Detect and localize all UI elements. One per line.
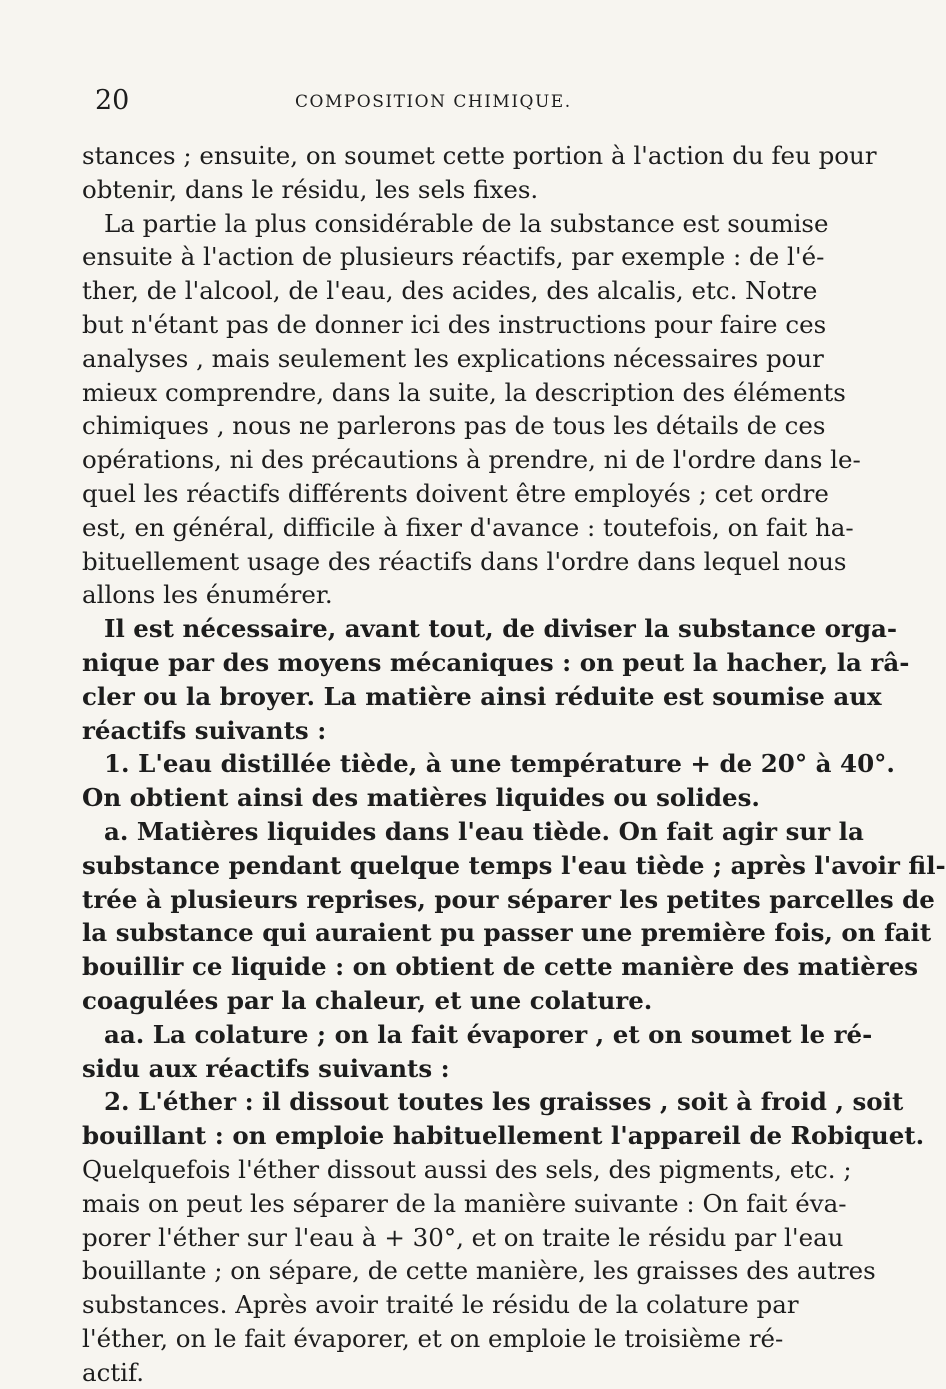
text-line: substance pendant quelque temps l'eau tiède ; après l'avoir fil- xyxy=(82,850,946,880)
body-text xyxy=(82,139,946,1389)
text-line: réactifs suivants : xyxy=(82,715,327,745)
text-line: bouillir ce liquide : on obtient de cette manière des matières xyxy=(82,952,919,982)
text-line: stances ; ensuite, on soumet cette portion à l'action du feu pour xyxy=(82,141,877,170)
text-line: est, en général, difficile à fixer d'avance : toutefois, on fait ha- xyxy=(82,512,854,542)
text-line: trée à plusieurs reprises, pour séparer les petites parcelles de xyxy=(82,884,935,914)
text-line: ensuite à l'action de plusieurs réactifs, par exemple : de l'é- xyxy=(82,242,825,272)
text-line: substances. Après avoir traité le résidu de la colature par xyxy=(82,1290,799,1320)
text-line: On obtient ainsi des matières liquides ou solides. xyxy=(82,783,760,813)
text-line: porer l'éther sur l'eau à + 30°, et on traite le résidu par l'eau xyxy=(82,1222,844,1252)
text-line: analyses , mais seulement les explications nécessaires pour xyxy=(82,343,824,373)
page-header xyxy=(95,86,730,116)
text-line: 2. L'éther : il dissout toutes les graisses , soit à froid , soit xyxy=(104,1087,904,1117)
text-line: cler ou la broyer. La matière ainsi réduite est soumise aux xyxy=(82,681,882,711)
text-line: allons les énumérer. xyxy=(82,580,333,610)
text-line: opérations, ni des précautions à prendre, ni de l'ordre dans le- xyxy=(82,445,861,475)
text-line: Il est nécessaire, avant tout, de diviser la substance orga- xyxy=(104,614,897,644)
text-line: bouillante ; on sépare, de cette manière, les graisses des autres xyxy=(82,1256,876,1286)
page-number: 20 xyxy=(95,85,130,116)
text-line: mieux comprendre, dans la suite, la description des éléments xyxy=(82,377,846,407)
text-line: 1. L'eau distillée tiède, à une température + de 20° à 40°. xyxy=(104,749,895,779)
text-line: actif. xyxy=(82,1357,144,1387)
text-line: a. Matières liquides dans l'eau tiède. On fait agir sur la xyxy=(104,816,864,846)
text-line: la substance qui auraient pu passer une première fois, on fait xyxy=(82,918,932,948)
text-line: mais on peut les séparer de la manière suivante : On fait éva- xyxy=(82,1188,847,1218)
text-line: ther, de l'alcool, de l'eau, des acides, des alcalis, etc. Notre xyxy=(82,276,818,306)
text-line: quel les réactifs différents doivent être employés ; cet ordre xyxy=(82,478,829,508)
text-line: bouillant : on emploie habituellement l'appareil de Robiquet. xyxy=(82,1121,925,1151)
running-title: COMPOSITION CHIMIQUE. xyxy=(295,92,572,112)
text-line: l'éther, on le fait évaporer, et on emploie le troisième ré- xyxy=(82,1323,784,1353)
text-line: La partie la plus considérable de la substance est soumise xyxy=(104,208,829,238)
text-line: chimiques , nous ne parlerons pas de tous les détails de ces xyxy=(82,411,826,441)
text-line: bituellement usage des réactifs dans l'ordre dans lequel nous xyxy=(82,546,847,576)
text-line: coagulées par la chaleur, et une colature. xyxy=(82,985,653,1015)
text-line: obtenir, dans le résidu, les sels fixes. xyxy=(82,174,539,204)
text-line: Quelquefois l'éther dissout aussi des sels, des pigments, etc. ; xyxy=(82,1154,852,1184)
text-line: nique par des moyens mécaniques : on peut la hacher, la râ- xyxy=(82,647,910,677)
text-line: but n'étant pas de donner ici des instructions pour faire ces xyxy=(82,309,827,339)
text-line: sidu aux réactifs suivants : xyxy=(82,1053,450,1083)
text-line: aa. La colature ; on la fait évaporer , et on soumet le ré- xyxy=(104,1019,873,1049)
